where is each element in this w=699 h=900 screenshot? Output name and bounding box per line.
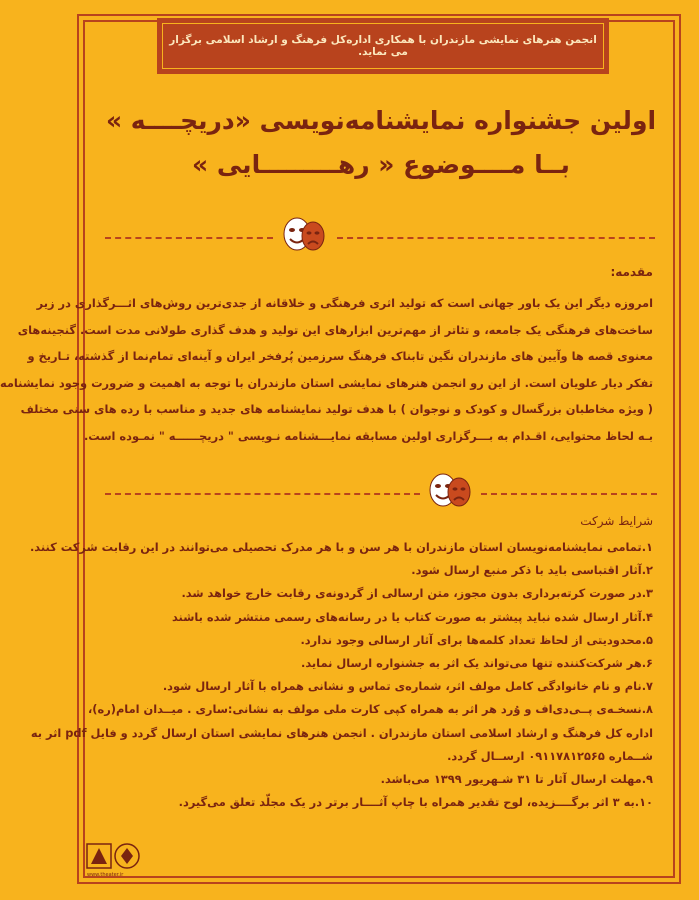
intro-heading: مقدمه: (610, 265, 653, 279)
intro-line: تفکر دیار علویان است. از این رو انجمن هنرهای نمایشی استان مازندران با توجه به اهمیت و ضرورت وجود نمایشنامه (0, 375, 653, 390)
condition-item: ۳.در صورت کرته‌برداری بدون مجوز، متن ارسالی از گردونه‌ی رقابت خارج خواهد شد. (181, 586, 653, 601)
condition-item: ۱.تمامی نمایشنامه‌نویسان استان مازندران با هر سن و با هر مدرک تحصیلی می‌توانند در این رقابت شرکت کنند. (29, 540, 653, 554)
dashed-divider (105, 493, 420, 495)
organization-logo-icon (85, 836, 143, 876)
condition-item: ۲.آثار اقتباسی باید با ذکر منبع ارسال شود. (411, 563, 653, 578)
condition-item: ۱۰.به ۳ اثر برگــــزیده، لوح تقدیر همراه با چاپ آثــــار برتر در یک مجلّد تعلق می‌گیرد. (178, 795, 653, 810)
poster-title: اولین جشنواره نمایشنامه‌نویسی «دریچــــه » (105, 106, 657, 135)
conditions-list (29, 536, 653, 814)
condition-item: ۸.نسخـه‌ی پــی‌دی‌اف و وُرد هر اثر به همراه کپی کارت ملی مولف به نشانی:ساری . میــدان امام(ره)، (87, 702, 653, 717)
logo-caption: www.theater.ir (87, 872, 124, 878)
intro-line: ( ویژه مخاطبان بزرگسال و کودک و نوجوان ) با هدف تولید نمایشنامه های جدید و مناسب با رده های سنی مختلف (20, 402, 653, 417)
intro-line: معنوی قصه ها وآیین های مازندران نگین تابناک فرهنگ سرزمین پُرفخر ایران و آینه‌ای تمام‌نما از گذشته، تـاریخ و (27, 349, 653, 364)
dashed-divider (481, 493, 657, 495)
condition-item: ۶.هر شرکت‌کننده تنها می‌تواند یک اثر به جشنواره ارسال نماید. (301, 656, 653, 671)
condition-item: شــماره ۰۹۱۱۷۸۱۲۵۶۵ ارســال گردد. (447, 748, 653, 763)
theater-masks-icon (425, 470, 475, 510)
intro-paragraph (0, 290, 653, 450)
condition-item: ۷.نام و نام خانوادگی کامل مولف اثر، شماره‌ی تماس و نشانی همراه با آثار ارسال شود. (162, 679, 653, 694)
intro-line: امروزه دیگر این یک باور جهانی است که تولید اثری فرهنگی و خلاقانه از جدی‌ترین روش‌های اثـــرگذاری در زیر (36, 296, 653, 310)
intro-line: ساخت‌های فرهنگی یک جامعه، و تئاتر از مهم‌ترین ابزارهای این تولید و هدف گذاری طولانی مدت است. گنجینه‌های (17, 322, 653, 337)
header-banner (157, 18, 609, 74)
poster-subtitle: بــا مــــوضوع « رهـــــــــایی » (192, 150, 570, 179)
intro-line: بـه لحاظ محتوایی، اقـدام به بـــرگزاری اولین مسابقه نمایـــشنامه نـویسی " دریچــــــه " نمـوده است. (83, 428, 653, 443)
condition-item: ۵.محدودیتی از لحاظ تعداد کلمه‌ها برای آثار ارسالی وجود ندارد. (300, 632, 653, 647)
dashed-divider (105, 237, 273, 239)
banner-text: انجمن هنرهای نمایشی مازندران با همکاری اداره‌کل فرهنگ و ارشاد اسلامی برگزار می نماید. (162, 23, 604, 69)
condition-item: اداره کل فرهنگ و ارشاد اسلامی استان مازندران . انجمن هنرهای نمایشی استان ارسال گردد و فایل pdf اثر به (30, 725, 653, 740)
dashed-divider (337, 237, 655, 239)
conditions-heading: شرایط شرکت (580, 514, 653, 528)
theater-masks-icon (279, 214, 329, 254)
condition-item: ۴.آثار ارسال شده نباید پیشتر به صورت کتاب یا در رسانه‌های رسمی منتشر شده باشند (171, 609, 653, 624)
condition-item: ۹.مهلت ارسال آثار تا ۳۱ شـهریور ۱۳۹۹ می‌باشد. (380, 772, 653, 787)
